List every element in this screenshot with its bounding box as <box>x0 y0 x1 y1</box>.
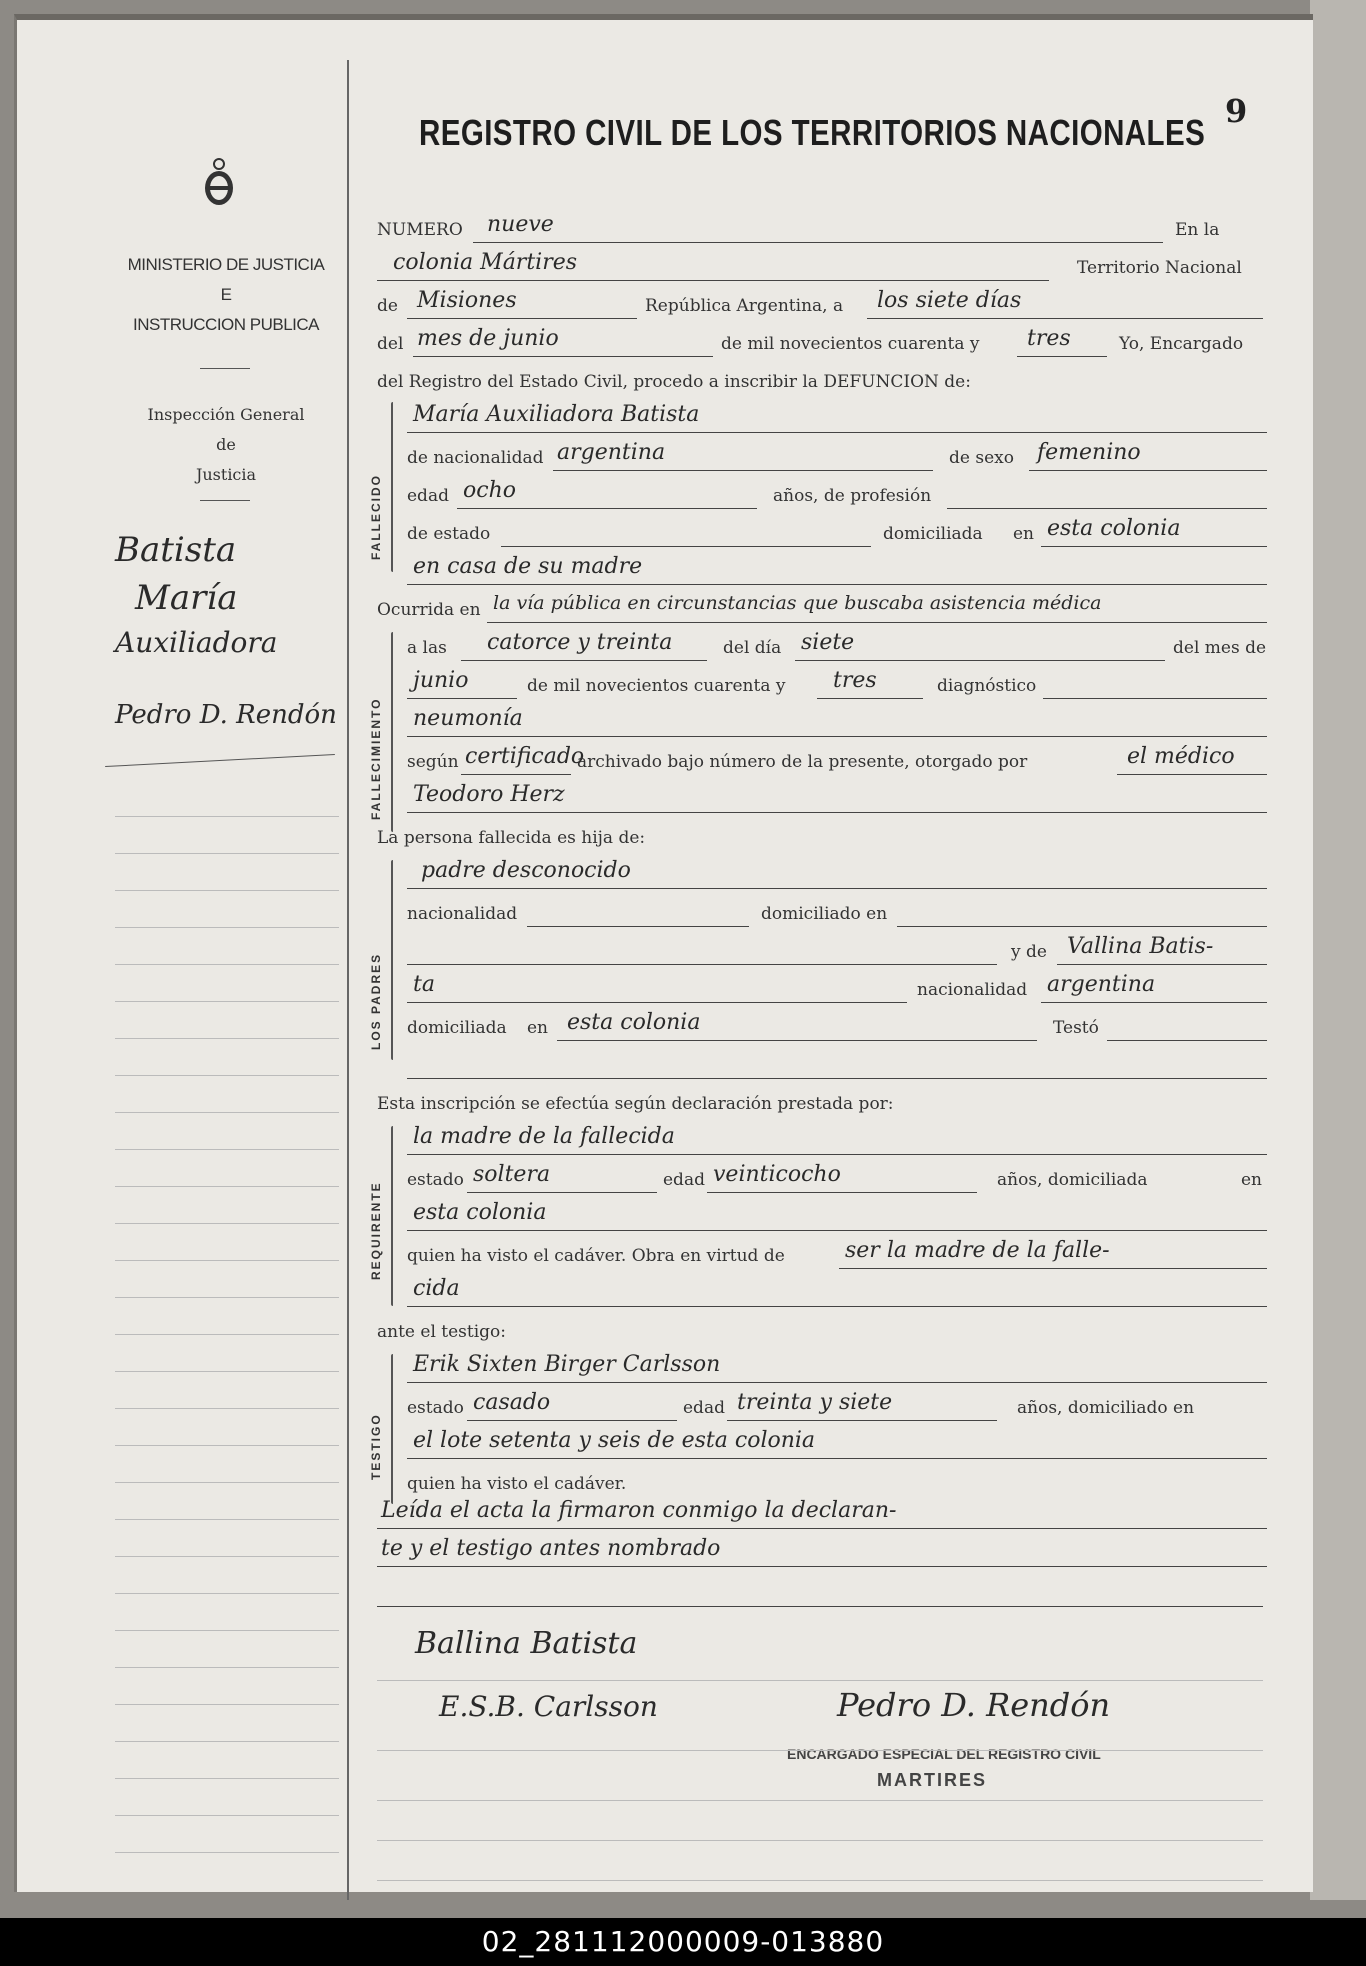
madre-nombre-cont: ta <box>413 972 435 997</box>
madre-nacionalidad: argentina <box>1047 972 1156 997</box>
madre-domiciliada-label: domiciliada <box>407 1018 507 1038</box>
row-requirente-nombre <box>377 1126 1267 1160</box>
coat-of-arms-icon <box>201 156 237 208</box>
inspection-3: Justicia <box>195 465 257 484</box>
row-numero <box>377 214 1267 248</box>
row-anio <box>377 670 1267 704</box>
registro-label: del Registro del Estado Civil, procedo a inscribir la DEFUNCION de: <box>377 372 971 392</box>
colonia-value: colonia Mártires <box>393 250 578 275</box>
requirente-virtud-cont: cida <box>413 1276 460 1301</box>
fallecido-domicilio2: en casa de su madre <box>413 554 643 579</box>
row-fallecido-nombre <box>377 404 1267 438</box>
anio-value: tres <box>1027 326 1071 351</box>
estado-label: de estado <box>407 524 491 544</box>
archivado-label: archivado bajo número de la presente, otorgado por <box>577 752 1028 772</box>
row-padre <box>377 860 1267 894</box>
page-number: 9 <box>1225 92 1248 130</box>
margin-sign-line <box>105 754 335 767</box>
row-certificado <box>377 746 1267 780</box>
testigo-estado-label: estado <box>407 1398 464 1418</box>
fallecimiento-diagnostico: neumonía <box>413 706 523 731</box>
declarante-signature: Ballina Batista <box>415 1626 638 1661</box>
testigo-signature: E.S.B. Carlsson <box>439 1690 658 1723</box>
requirente-estado: soltera <box>473 1162 551 1187</box>
requirente-side-label: REQUIRENTE <box>369 1181 383 1280</box>
row-registro <box>377 366 1267 400</box>
testigo-side-label: TESTIGO <box>369 1413 383 1480</box>
margin-ruled-lines <box>115 780 339 1880</box>
row-ocurrida <box>377 594 1267 628</box>
hija-label: La persona fallecida es hija de: <box>377 828 646 848</box>
requirente-anios-label: años, domiciliada <box>997 1170 1148 1190</box>
ministry-name-3: INSTRUCCION PUBLICA <box>132 315 320 334</box>
row-requirente-virtud2 <box>377 1278 1267 1312</box>
territorio-label: Territorio Nacional <box>1077 258 1242 278</box>
margin-note-name2: Auxiliadora <box>115 626 278 659</box>
testigo-edad-label: edad <box>683 1398 725 1418</box>
testigo-nombre: Erik Sixten Birger Carlsson <box>413 1352 721 1377</box>
row-testigo-domicilio <box>377 1430 1267 1464</box>
del-label: del <box>377 334 404 354</box>
fallecimiento-side-label: FALLECIMIENTO <box>369 697 383 820</box>
row-cierre-2 <box>377 1538 1267 1572</box>
testigo-visto-label: quien ha visto el cadáver. <box>407 1474 627 1494</box>
divider <box>200 500 250 501</box>
testigo-estado: casado <box>473 1390 551 1415</box>
diagnostico-label: diagnóstico <box>937 676 1037 696</box>
row-madre-domicilio <box>377 1012 1267 1046</box>
fallecido-side-label: FALLECIDO <box>369 474 383 560</box>
row-testigo-intro <box>377 1316 1267 1350</box>
requirente-domicilio: esta colonia <box>413 1200 547 1225</box>
row-madre <box>377 936 1267 970</box>
official-stamp-line2: MARTIRES <box>877 1770 987 1790</box>
row-fallecido-nacionalidad <box>377 442 1267 476</box>
row-hora <box>377 632 1267 666</box>
fallecimiento-medico: Teodoro Herz <box>413 782 565 807</box>
fallecido-sexo: femenino <box>1037 440 1141 465</box>
fallecimiento-dia: siete <box>801 630 855 655</box>
fallecido-nacionalidad: argentina <box>557 440 666 465</box>
encargado-signature: Pedro D. Rendón <box>837 1686 1111 1724</box>
requirente-edad: veinticocho <box>713 1162 841 1187</box>
row-requirente-virtud <box>377 1240 1267 1274</box>
padre-nacionalidad-label: nacionalidad <box>407 904 518 924</box>
testigo-domicilio: el lote setenta y seis de esta colonia <box>413 1428 816 1453</box>
profesion-label: años, de profesión <box>773 486 932 506</box>
row-testigo-nombre <box>377 1354 1267 1388</box>
margin-note-surname: Batista <box>115 530 237 570</box>
inscripcion-label: Esta inscripción se efectúa según declaración prestada por: <box>377 1094 894 1114</box>
numero-label: NUMERO <box>377 220 463 240</box>
inspection-2: de <box>216 435 236 454</box>
sexo-label: de sexo <box>949 448 1014 468</box>
madre-en-label: en <box>527 1018 549 1038</box>
register-title: REGISTRO CIVIL DE LOS TERRITORIOS NACIONALES <box>419 112 1206 153</box>
territorio-value: Misiones <box>417 288 517 313</box>
ministry-name-2: E <box>220 285 232 304</box>
row-fallecido-estado <box>377 518 1267 552</box>
requirente-nombre: la madre de la fallecida <box>413 1124 675 1149</box>
fallecimiento-mes: junio <box>413 668 469 693</box>
row-medico <box>377 784 1267 818</box>
en-label: en <box>1013 524 1035 544</box>
row-inscripcion <box>377 1088 1267 1122</box>
padre-domiciliado-label: domiciliado en <box>761 904 888 924</box>
mil-label: de mil novecientos cuarenta y <box>721 334 980 354</box>
row-hija <box>377 822 1267 856</box>
page-edge <box>1310 0 1366 1900</box>
row-requirente-estado <box>377 1164 1267 1198</box>
requirente-edad-label: edad <box>663 1170 705 1190</box>
requirente-en-label: en <box>1241 1170 1263 1190</box>
testigo-edad: treinta y siete <box>737 1390 893 1415</box>
row-territorio <box>377 290 1267 324</box>
fallecido-nombre: María Auxiliadora Batista <box>413 402 700 427</box>
mes-value: mes de junio <box>417 326 559 351</box>
testigo-intro: ante el testigo: <box>377 1322 507 1342</box>
fallecimiento-anio: tres <box>833 668 877 693</box>
yde-label: y de <box>1011 942 1047 962</box>
de-label: de <box>377 296 398 316</box>
nacionalidad-label: de nacionalidad <box>407 448 544 468</box>
encargado-label: Yo, Encargado <box>1119 334 1244 354</box>
testigo-anios-label: años, domiciliado en <box>1017 1398 1195 1418</box>
fallecimiento-hora: catorce y treinta <box>487 630 673 655</box>
cierre-linea-1: Leída el acta la firmaron conmigo la declaran- <box>381 1498 897 1523</box>
fallecimiento-otorgado: el médico <box>1127 744 1235 769</box>
ministry-name-1: MINISTERIO DE JUSTICIA <box>127 255 325 274</box>
dia-value: los siete días <box>877 288 1022 313</box>
official-stamp-line1: ENCARGADO ESPECIAL DEL REGISTRO CIVIL <box>787 1746 1101 1762</box>
segun-label: según <box>407 752 459 772</box>
row-fallecido-edad <box>377 480 1267 514</box>
republica-label: República Argentina, a <box>645 296 844 316</box>
row-testigo-estado <box>377 1392 1267 1426</box>
testo-label: Testó <box>1053 1018 1099 1038</box>
requirente-virtud: ser la madre de la falle- <box>845 1238 1110 1263</box>
left-margin-column <box>105 60 349 1900</box>
row-cierre-1 <box>377 1500 1267 1534</box>
inspection-1: Inspección General <box>147 405 305 424</box>
mil-label: de mil novecientos cuarenta y <box>527 676 786 696</box>
mes-label: del mes de <box>1173 638 1267 658</box>
row-diagnostico <box>377 708 1267 742</box>
row-testigo-visto <box>377 1468 1267 1502</box>
margin-signature: Pedro D. Rendón <box>115 700 337 730</box>
row-fecha <box>377 328 1267 362</box>
death-record-form <box>347 60 1277 1900</box>
padre-nombre: padre desconocido <box>421 858 631 883</box>
alas-label: a las <box>407 638 447 658</box>
requirente-estado-label: estado <box>407 1170 464 1190</box>
dia-label: del día <box>723 638 782 658</box>
numero-value: nueve <box>487 212 554 237</box>
fallecimiento-certificado: certificado <box>465 744 585 769</box>
en-label: En la <box>1175 220 1220 240</box>
row-colonia <box>377 252 1267 286</box>
edad-label: edad <box>407 486 449 506</box>
row-padres-blank <box>377 1050 1267 1084</box>
row-madre-nacionalidad <box>377 974 1267 1008</box>
madre-nacionalidad-label: nacionalidad <box>917 980 1028 1000</box>
madre-nombre: Vallina Batis- <box>1067 934 1214 959</box>
register-page <box>14 14 1313 1892</box>
row-padre-nacionalidad <box>377 898 1267 932</box>
ocurrida-label: Ocurrida en <box>377 600 481 620</box>
fallecido-domicilio: esta colonia <box>1047 516 1181 541</box>
archive-code: 02_281112000009-013880 <box>0 1918 1366 1966</box>
fallecido-edad: ocho <box>463 478 516 503</box>
fallecimiento-lugar: la vía pública en circunstancias que buscaba asistencia médica <box>493 592 1102 614</box>
cierre-linea-2: te y el testigo antes nombrado <box>381 1536 721 1561</box>
madre-domicilio: esta colonia <box>567 1010 701 1035</box>
domicilio-label: domiciliada <box>883 524 983 544</box>
margin-note-name: María <box>135 578 238 618</box>
row-requirente-domicilio <box>377 1202 1267 1236</box>
padres-side-label: LOS PADRES <box>369 952 383 1050</box>
divider <box>200 368 250 369</box>
requirente-visto-label: quien ha visto el cadáver. Obra en virtud de <box>407 1246 785 1266</box>
row-fallecido-domicilio2 <box>377 556 1267 590</box>
